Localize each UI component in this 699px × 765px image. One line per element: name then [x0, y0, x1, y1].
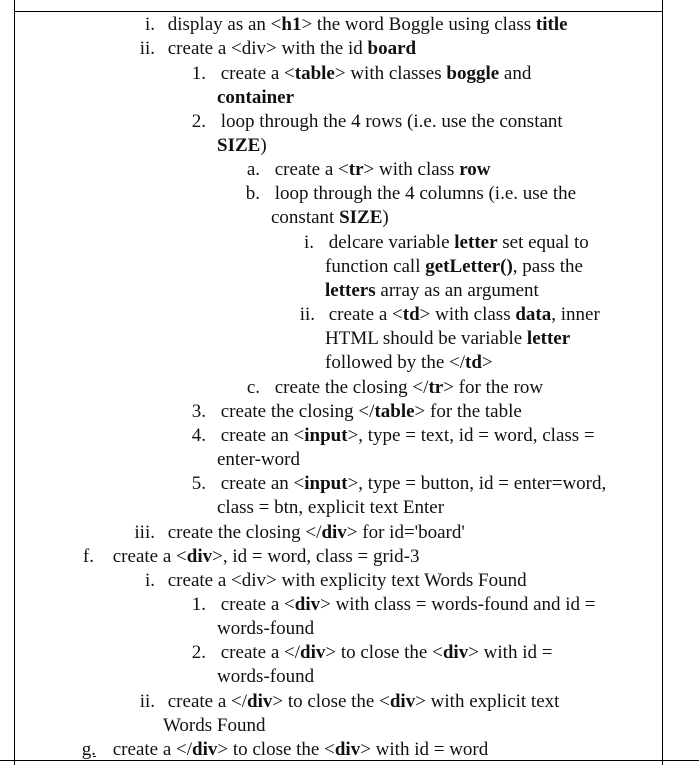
list-item-continuation: [217, 134, 267, 158]
item-bold: div: [294, 594, 321, 615]
list-item: [80, 738, 488, 762]
item-bold: div: [247, 691, 273, 712]
item-bold: div: [192, 739, 218, 760]
item-text: > for id='board': [346, 522, 465, 543]
table-top-border: [14, 11, 663, 12]
item-text: > with class: [419, 304, 516, 325]
list-marker: i.: [144, 14, 155, 35]
item-text: display as an <: [167, 14, 282, 35]
item-bold: getLetter(): [425, 256, 513, 277]
list-marker: f.: [82, 546, 94, 567]
item-text: set equal to: [497, 232, 589, 253]
list-marker: 2.: [191, 642, 206, 663]
list-marker: g.: [81, 739, 96, 760]
list-item: [186, 62, 531, 86]
item-bold: tr: [348, 159, 364, 180]
item-text: > for the row: [443, 377, 544, 398]
list-item: [186, 593, 596, 617]
item-text: > with class: [363, 159, 460, 180]
item-text: words-found: [217, 618, 315, 639]
list-item-continuation: [217, 496, 444, 520]
item-text: create the closing </: [167, 522, 322, 543]
item-text: constant: [271, 207, 340, 228]
list-marker: 2.: [191, 111, 206, 132]
item-text: create a <: [112, 546, 187, 567]
item-text: followed by the </: [325, 352, 465, 373]
item-text: create the closing </: [220, 401, 375, 422]
list-item-continuation: [217, 665, 314, 689]
list-item-continuation: [325, 255, 583, 279]
item-text: create a </: [167, 691, 248, 712]
list-marker: a.: [246, 159, 260, 180]
item-text: loop through the 4 columns (i.e. use the: [274, 183, 577, 204]
item-bold: td: [465, 352, 482, 373]
item-bold: table: [294, 63, 335, 84]
list-marker: 1.: [191, 63, 206, 84]
list-item: [186, 110, 563, 134]
item-text: > with classes: [334, 63, 447, 84]
item-text: create an <: [220, 473, 305, 494]
item-bold: input: [304, 425, 348, 446]
item-bold: letter: [454, 232, 498, 253]
item-bold: div: [300, 642, 326, 663]
table-left-border: [14, 0, 15, 765]
list-marker: ii.: [139, 691, 155, 712]
item-text: Words Found: [163, 715, 266, 736]
item-text: > for the table: [414, 401, 522, 422]
list-marker: b.: [245, 183, 260, 204]
list-item-continuation: [325, 351, 493, 375]
item-bold: div: [186, 546, 213, 567]
item-bold: row: [459, 159, 491, 180]
list-marker: 5.: [191, 473, 206, 494]
item-bold: div: [389, 691, 416, 712]
item-text: create a </: [220, 642, 301, 663]
list-item-continuation: [217, 617, 314, 641]
item-text: > with class = words-found and id =: [320, 594, 596, 615]
list-item: [80, 545, 419, 569]
list-marker: 4.: [191, 425, 206, 446]
item-text: loop through the 4 rows (i.e. use the constant: [220, 111, 563, 132]
item-text: class = btn, explicit text Enter: [217, 497, 445, 518]
list-marker: 3.: [191, 401, 206, 422]
item-bold: boggle: [446, 63, 500, 84]
list-item: [130, 37, 416, 61]
item-bold: h1: [281, 14, 302, 35]
list-item: [124, 521, 465, 545]
item-bold: td: [402, 304, 420, 325]
item-text: > to close the <: [272, 691, 390, 712]
item-text: create the closing </: [274, 377, 429, 398]
item-bold: div: [334, 739, 361, 760]
item-text: create a </: [112, 739, 193, 760]
table-right-border: [662, 0, 663, 765]
list-item-continuation: [325, 279, 539, 303]
item-text: , pass the: [512, 256, 583, 277]
item-text: create a <: [220, 594, 295, 615]
list-marker: i.: [303, 232, 314, 253]
item-text: enter-word: [217, 449, 300, 470]
item-text: create a <div> with explicity text Words Found: [167, 570, 527, 591]
item-text: create a <: [274, 159, 349, 180]
list-item: [130, 690, 559, 714]
list-item: [130, 13, 568, 37]
item-bold: div: [442, 642, 469, 663]
item-bold: table: [374, 401, 415, 422]
item-text: function call: [325, 256, 426, 277]
list-item: [291, 303, 600, 327]
item-text: > with id = word: [360, 739, 489, 760]
list-item-continuation: [217, 448, 300, 472]
item-text: >, id = word, class = grid-3: [212, 546, 420, 567]
list-marker: ii.: [139, 38, 155, 59]
list-item: [130, 569, 527, 593]
item-text: ): [382, 207, 389, 228]
item-text: and: [499, 63, 532, 84]
item-bold: letters: [325, 280, 376, 301]
item-bold: letter: [526, 328, 571, 349]
item-text: > to close the <: [217, 739, 335, 760]
item-bold: title: [535, 14, 568, 35]
item-text: words-found: [217, 666, 315, 687]
item-text: array as an argument: [375, 280, 539, 301]
list-marker: ii.: [299, 304, 315, 325]
item-bold: input: [304, 473, 348, 494]
list-marker: i.: [144, 570, 155, 591]
item-bold: data: [515, 304, 552, 325]
item-text: >, type = button, id = enter=word,: [347, 473, 607, 494]
item-text: create a <: [328, 304, 403, 325]
list-marker: iii.: [134, 522, 155, 543]
list-item-continuation: [217, 86, 294, 110]
item-text: create a <: [220, 63, 295, 84]
list-item-continuation: [271, 206, 389, 230]
list-item: [186, 424, 595, 448]
item-bold: div: [321, 522, 347, 543]
item-text: >, type = text, id = word, class =: [347, 425, 595, 446]
list-item: [186, 472, 606, 496]
list-marker: c.: [246, 377, 260, 398]
list-item: [186, 400, 522, 424]
item-text: , inner: [551, 304, 600, 325]
item-text: ): [260, 135, 267, 156]
item-bold: container: [217, 87, 295, 108]
item-text: > with explicit text: [415, 691, 560, 712]
list-item: [294, 231, 589, 255]
item-text: > with id =: [468, 642, 553, 663]
item-text: delcare variable: [328, 232, 455, 253]
list-marker: 1.: [191, 594, 206, 615]
list-item: [240, 158, 491, 182]
item-bold: tr: [428, 377, 444, 398]
item-bold: SIZE: [339, 207, 383, 228]
item-bold: board: [367, 38, 417, 59]
item-text: > the word Boggle using class: [301, 14, 536, 35]
item-text: >: [481, 352, 493, 373]
item-text: HTML should be variable: [325, 328, 527, 349]
item-text: > to close the <: [325, 642, 443, 663]
list-item: [186, 641, 552, 665]
list-item: [240, 376, 543, 400]
item-text: create an <: [220, 425, 305, 446]
item-bold: SIZE: [217, 135, 261, 156]
list-item-continuation: [325, 327, 570, 351]
item-text: create a <div> with the id: [167, 38, 368, 59]
list-item: [240, 182, 576, 206]
list-item-continuation: [163, 714, 265, 738]
